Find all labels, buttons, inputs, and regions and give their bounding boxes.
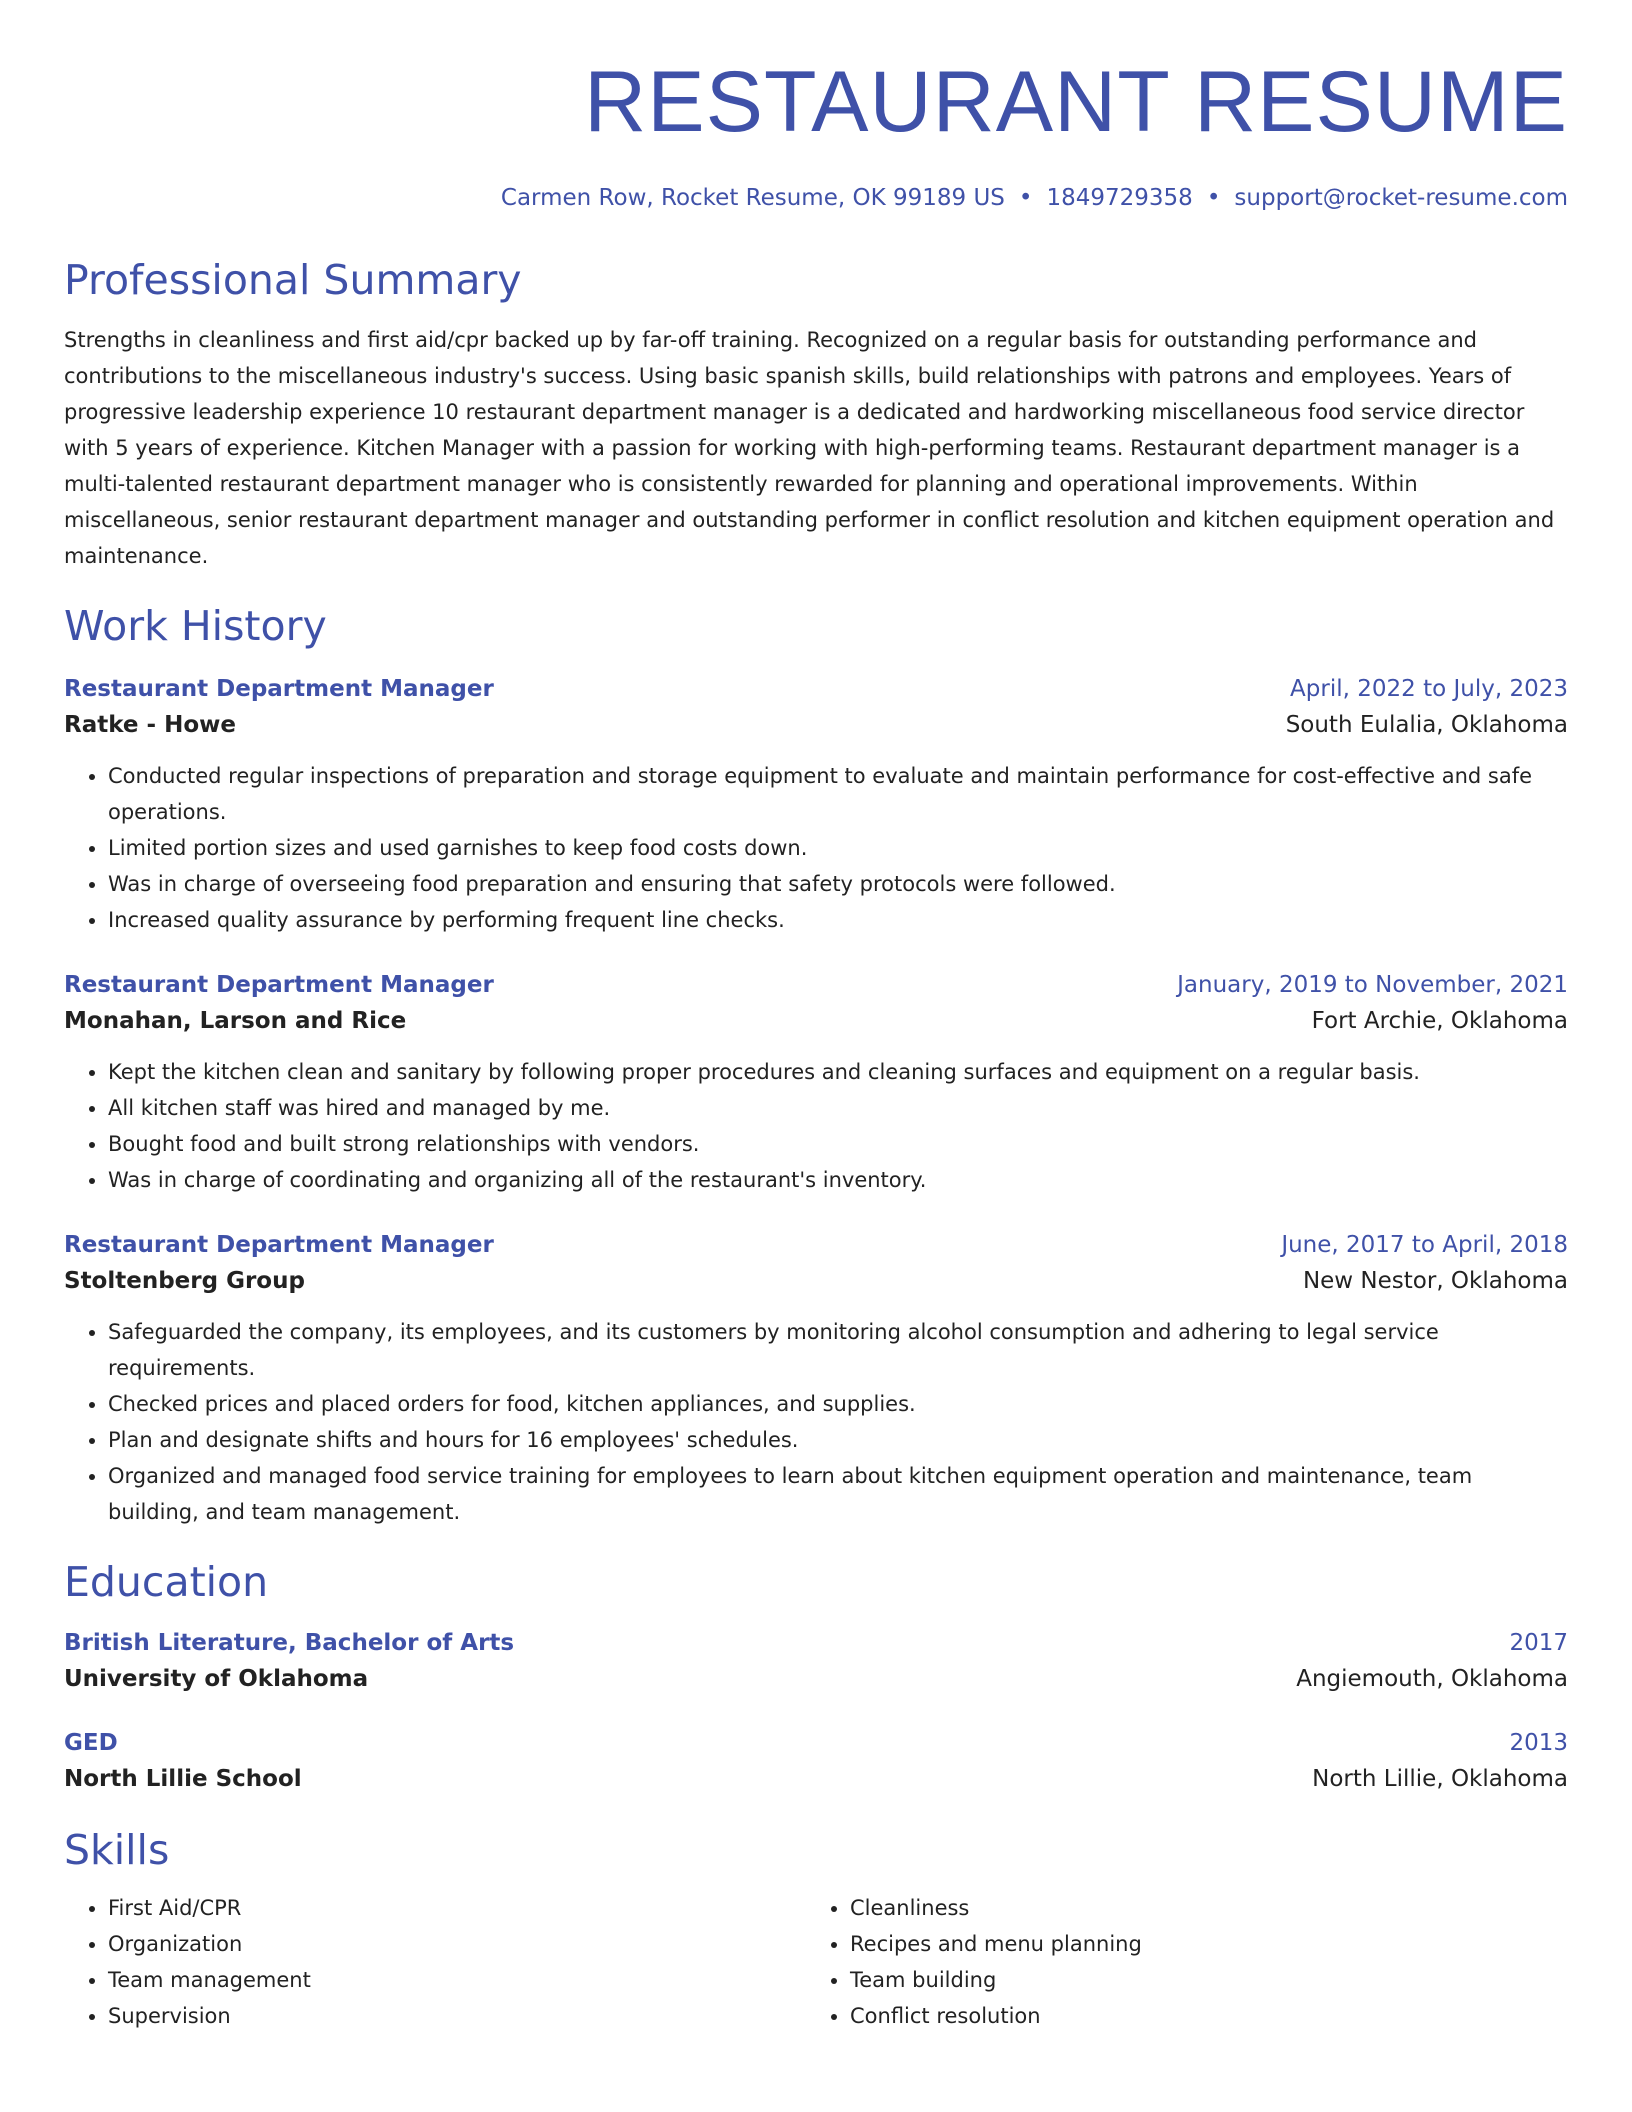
skill-item: • Organization [108,1926,806,1962]
job-bullet: • Increased quality assurance by performing frequent line checks. [108,902,1568,938]
job-company: Stoltenberg Group [64,1268,305,1294]
job-company: Monahan, Larson and Rice [64,1008,407,1034]
job-role: Restaurant Department Manager [64,676,494,702]
skill-item: • Team management [108,1962,806,1998]
job-entry [64,968,1568,1198]
skill-item: • Supervision [108,1998,806,2034]
job-bullet: • All kitchen staff was hired and managed by me. [108,1090,1568,1126]
job-dates: June, 2017 to April, 2018 [1281,1232,1568,1258]
job-role: Restaurant Department Manager [64,1232,494,1258]
section-title-education: Education [64,1558,269,1606]
job-bullet: • Bought food and built strong relationships with vendors. [108,1126,1568,1162]
contact-email[interactable]: support@rocket-resume.com [1234,185,1568,211]
resume-page [64,0,1568,2034]
skill-item: • Cleanliness [850,1890,1548,1926]
job-company: Ratke - Howe [64,712,236,738]
summary-text: Strengths in cleanliness and first aid/cpr backed up by far-off training. Recognized on a regular basis for outstanding performance and contributions to the miscellaneous industry's success. Using basic spanish skills, build relationships with patrons and employees. Years of progressive leadership experience 10 restaurant department manager is a dedicated and hardworking miscellaneous food service director with 5 years of experience. Kitchen Manager with a passion for working with high-performing teams. Restaurant department manager is a multi-talented restaurant department manager who is consistently rewarded for planning and operational improvements. Within miscellaneous, senior restaurant department manager and outstanding performer in conflict resolution and kitchen equipment operation and maintenance. [64,328,1555,568]
contact-line [64,182,1568,214]
section-title-work-history: Work History [64,602,327,650]
job-entry [64,1228,1568,1530]
job-role: Restaurant Department Manager [64,972,494,998]
job-bullet: • Safeguarded the company, its employees, and its customers by monitoring alcohol consumption and adhering to legal service requirements. [108,1314,1568,1386]
education-entry [64,1626,1568,1698]
job-bullet: • Conducted regular inspections of preparation and storage equipment to evaluate and maintain performance for cost-effective and safe operations. [108,758,1568,830]
job-bullet: • Was in charge of overseeing food preparation and ensuring that safety protocols were followed. [108,866,1568,902]
job-dates: April, 2022 to July, 2023 [1290,676,1568,702]
job-bullet: • Organized and managed food service training for employees to learn about kitchen equipment operation and maintenance, team building, and team management. [108,1458,1568,1530]
skills-list [64,1890,1568,2034]
education-entry [64,1726,1568,1798]
job-dates: January, 2019 to November, 2021 [1177,972,1568,998]
job-location: Fort Archie, Oklahoma [1311,1008,1568,1034]
education-school: University of Oklahoma [64,1666,369,1692]
skill-item: • Conflict resolution [850,1998,1548,2034]
job-bullet: • Limited portion sizes and used garnishes to keep food costs down. [108,830,1568,866]
job-location: South Eulalia, Oklahoma [1285,712,1568,738]
resume-title: RESTAURANT RESUME [584,54,1568,150]
section-title-summary: Professional Summary [64,256,522,304]
job-location: New Nestor, Oklahoma [1302,1268,1568,1294]
skill-item: • Recipes and menu planning [850,1926,1548,1962]
contact-address: Carmen Row, Rocket Resume, OK 99189 US [500,185,1005,211]
job-bullet: • Was in charge of coordinating and organizing all of the restaurant's inventory. [108,1162,1568,1198]
job-bullet: • Plan and designate shifts and hours for 16 employees' schedules. [108,1422,1568,1458]
skill-item: • Team building [850,1962,1548,1998]
skills-column-right [806,1890,1548,2034]
job-bullet: • Checked prices and placed orders for food, kitchen appliances, and supplies. [108,1386,1568,1422]
contact-separator: • [1018,185,1033,211]
education-degree: British Literature, Bachelor of Arts [64,1630,515,1656]
job-bullets [64,1054,1568,1198]
job-bullets [64,758,1568,938]
skills-column-left [64,1890,806,2034]
skill-item: • First Aid/CPR [108,1890,806,1926]
education-year: 2013 [1509,1730,1568,1756]
section-title-skills: Skills [64,1826,170,1874]
education-degree: GED [64,1730,118,1756]
job-bullet: • Kept the kitchen clean and sanitary by following proper procedures and cleaning surfaces and equipment on a regular basis. [108,1054,1568,1090]
education-location: Angiemouth, Oklahoma [1296,1666,1568,1692]
contact-separator: • [1206,185,1221,211]
contact-phone: 1849729358 [1046,185,1193,211]
education-school: North Lillie School [64,1766,302,1792]
job-bullets [64,1314,1568,1530]
education-year: 2017 [1509,1630,1568,1656]
job-entry [64,672,1568,938]
education-location: North Lillie, Oklahoma [1312,1766,1568,1792]
